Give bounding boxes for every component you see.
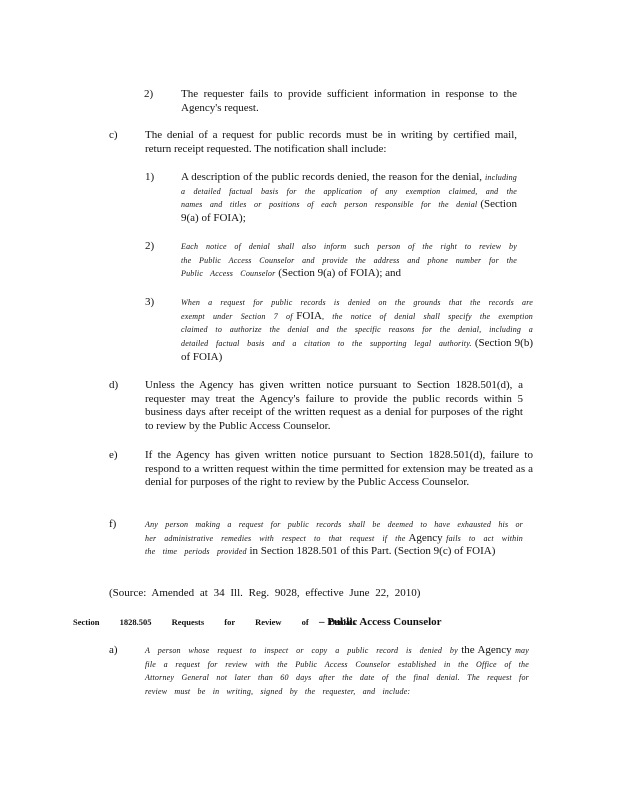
item-label-c3: 3) — [145, 296, 155, 308]
sec-a-the: the — [461, 644, 475, 656]
item-label-f: f) — [109, 518, 117, 530]
c2-fine: Each notice of denial shall also inform such person of the right to review by the Public Access Counselor and provide the address and phone number for the Public Access Counselor — [181, 242, 517, 279]
item-label-d: d) — [109, 379, 119, 391]
sec-a-fine1: A person whose request to inspect or copy a public record is denied by — [145, 646, 458, 655]
c1-tail: (Section 9(a) of FOIA); — [181, 198, 517, 225]
item-label-sec-a: a) — [109, 644, 118, 656]
c3-tail: (Section 9(b) of FOIA) — [181, 337, 533, 363]
item-text-sec-a — [145, 644, 529, 699]
f-fine: Any person making a request for public records shall be deemed to have exhausted his or her administrative remedies with respect to that request if the — [145, 520, 523, 543]
item-text-c2 — [181, 240, 517, 281]
item-text-c3 — [181, 296, 533, 365]
item-text-b2: The requester fails to provide sufficient information in response to the Agency's request. — [181, 88, 517, 114]
sec-a-agency: Agency — [477, 644, 512, 656]
item-label-b2: 2) — [144, 88, 154, 100]
item-text-d: Unless the Agency has given written notice pursuant to Section 1828.501(d), a requester may treat the Agency's failure to provide the public records within 5 business days after receipt of the written request as a denial for purposes of the right to review by the Public Access Counselor. — [145, 379, 523, 433]
section-number: 1828.505 — [119, 617, 152, 627]
f-tail: in Section 1828.501 of this Part. (Section 9(c) of FOIA) — [249, 545, 496, 558]
section-heading-small — [73, 617, 356, 627]
item-text-c1 — [181, 171, 517, 226]
section-heading-large: – Public Access Counselor — [319, 616, 442, 628]
c3-fine2: , the notice of denial shall specify the exemption claimed to authorize the denial and the specific reasons for the denial, including a detailed factual basis and a citation to the supporting legal authority. — [181, 311, 533, 349]
c3-mid: FOIA — [296, 309, 322, 322]
section-word: Section — [73, 617, 100, 627]
sec-a-fine2: may file a request for review with the Public Access Counselor established in the Office of the Attorney General not later than 60 days after the date of the final denial. The request for review must be in writing, signed by the requester, and include: — [145, 646, 529, 697]
item-text-c: The denial of a request for public records must be in writing by certified mail, return receipt requested. The notification shall include: — [145, 129, 517, 155]
f-agency: Agency — [408, 531, 443, 544]
source-note: (Source: Amended at 34 Ill. Reg. 9028, effective June 22, 2010) — [109, 587, 421, 599]
section-heading-text: Requests for Review of Denials — [171, 617, 356, 627]
f-fine2: fails to act within the time periods provided — [145, 533, 523, 557]
item-text-f — [145, 518, 523, 559]
item-label-c1: 1) — [145, 171, 155, 183]
c1-lead: A description of the public records denied, the reason for the denial, — [181, 171, 483, 183]
c3-fine1: When a request for public records is denied on the grounds that the records are exempt under Section 7 of — [181, 298, 533, 321]
item-label-e: e) — [109, 449, 118, 461]
c1-fine: including a detailed factual basis for the application of any exemption claimed, and the names and titles or positions of each person responsible for the denial — [181, 173, 518, 210]
item-text-e: If the Agency has given written notice pursuant to Section 1828.501(d), failure to respond to a written request within the time permitted for extension may be treated as a denial for purposes of the right to review by the Public Access Counselor. — [145, 449, 533, 489]
item-label-c: c) — [109, 129, 118, 141]
item-label-c2: 2) — [145, 240, 155, 252]
c2-tail: (Section 9(a) of FOIA); and — [278, 267, 402, 280]
